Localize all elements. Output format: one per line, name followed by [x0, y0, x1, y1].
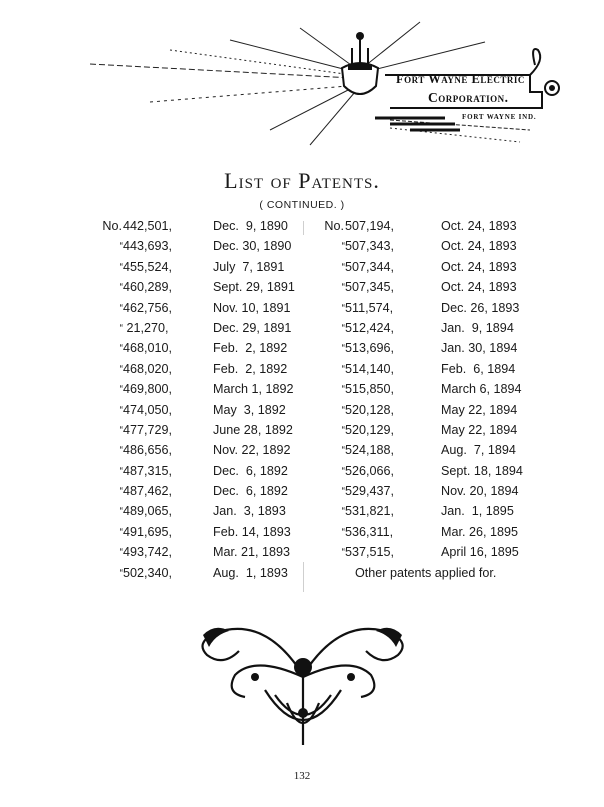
right-patent-number: 536,311, [345, 524, 394, 539]
table-row [0, 280, 604, 300]
left-prefix: “ [119, 241, 122, 253]
right-prefix: “ [341, 343, 344, 355]
patents-applied-note: Other patents applied for. [355, 565, 497, 580]
right-patent-number: 537,515, [345, 545, 395, 560]
left-patent-number: 477,729, [123, 422, 173, 437]
left-patent-number: 474,050, [123, 402, 173, 417]
right-patent-date: May 22, 1894 [441, 422, 518, 437]
left-patent-number: 487,462, [123, 484, 173, 499]
right-prefix: “ [341, 445, 344, 457]
right-patent-date: April 16, 1895 [441, 545, 519, 560]
left-patent-date: Aug. 1, 1893 [213, 565, 288, 580]
page-number: 132 [293, 770, 311, 782]
logo-location: FORT WAYNE IND. [462, 113, 537, 121]
right-prefix: “ [341, 486, 344, 498]
page-subtitle: ( CONTINUED. ) [259, 199, 345, 211]
right-prefix: “ [341, 384, 344, 396]
table-row [0, 566, 604, 586]
right-patent-number: 520,129, [345, 422, 395, 437]
left-prefix: “ [119, 261, 122, 273]
right-patent-number: 524,188, [345, 443, 395, 458]
right-prefix: “ [341, 465, 344, 477]
right-patent-number: 511,574, [345, 300, 394, 315]
left-patent-number: 462,756, [123, 300, 173, 315]
table-row [0, 443, 604, 463]
right-prefix: “ [341, 363, 344, 375]
table-row [0, 341, 604, 361]
left-patent-number: 491,695, [123, 524, 173, 539]
right-prefix: “ [341, 506, 344, 518]
right-prefix: “ [341, 526, 344, 538]
left-patent-date: Sept. 29, 1891 [213, 280, 295, 295]
right-patent-date: Oct. 24, 1893 [441, 259, 517, 274]
right-prefix: “ [341, 302, 344, 314]
column-divider [303, 562, 304, 592]
right-patent-number: 507,194, [345, 219, 395, 233]
right-patent-date: May 22, 1894 [441, 402, 518, 417]
column-divider [303, 221, 304, 235]
right-patent-number: 515,850, [345, 382, 395, 397]
left-prefix: “ [119, 363, 122, 375]
right-patent-date: Mar. 26, 1895 [441, 524, 519, 539]
left-prefix: “ [119, 526, 122, 538]
right-prefix: No. [324, 219, 344, 233]
left-patent-number: 21,270, [123, 320, 169, 335]
right-patent-number: 526,066, [345, 463, 395, 478]
right-patent-date: Sept. 18, 1894 [441, 463, 523, 478]
right-patent-date: Jan. 9, 1894 [441, 320, 514, 335]
left-patent-number: 468,010, [123, 341, 173, 356]
table-row [0, 239, 604, 259]
left-prefix: “ [119, 547, 122, 559]
table-row [0, 525, 604, 545]
right-patent-date: Oct. 24, 1893 [441, 219, 517, 233]
left-patent-number: 469,800, [123, 382, 173, 397]
right-patent-date: Nov. 20, 1894 [441, 484, 519, 499]
left-prefix: “ [119, 404, 122, 416]
left-patent-date: June 28, 1892 [213, 422, 293, 437]
left-patent-number: 487,315, [123, 463, 173, 478]
table-row [0, 321, 604, 341]
right-prefix: “ [341, 241, 344, 253]
left-prefix: “ [119, 424, 122, 436]
left-patent-number: 442,501, [123, 219, 173, 233]
table-row [0, 260, 604, 280]
left-prefix: “ [119, 384, 122, 396]
left-patent-number: 460,289, [123, 280, 173, 295]
ornament-icon [195, 615, 410, 750]
patents-table [0, 219, 604, 586]
right-prefix: “ [341, 282, 344, 294]
logo-corporation: Corporation. [428, 90, 509, 105]
right-patent-date: Aug. 7, 1894 [441, 443, 516, 458]
left-patent-number: 502,340, [123, 565, 173, 580]
right-prefix: “ [341, 322, 344, 334]
right-patent-number: 529,437, [345, 484, 395, 499]
left-prefix: “ [119, 322, 122, 334]
left-prefix: “ [119, 302, 122, 314]
right-patent-date: March 6, 1894 [441, 382, 522, 397]
left-patent-date: Nov. 10, 1891 [213, 300, 291, 315]
right-patent-date: Oct. 24, 1893 [441, 239, 517, 254]
right-prefix: “ [341, 547, 344, 559]
right-patent-number: 513,696, [345, 341, 395, 356]
right-patent-date: Jan. 30, 1894 [441, 341, 518, 356]
table-row [0, 504, 604, 524]
left-prefix: “ [119, 486, 122, 498]
right-patent-number: 507,344, [345, 259, 395, 274]
table-row [0, 403, 604, 423]
right-prefix: “ [341, 404, 344, 416]
left-patent-date: Feb. 2, 1892 [213, 361, 288, 376]
left-patent-date: Jan. 3, 1893 [213, 504, 286, 519]
left-patent-number: 486,656, [123, 443, 173, 458]
left-patent-number: 443,693, [123, 239, 173, 254]
right-patent-number: 520,128, [345, 402, 395, 417]
right-patent-number: 531,821, [345, 504, 395, 519]
left-patent-date: Dec. 30, 1890 [213, 239, 292, 254]
left-patent-date: Feb. 14, 1893 [213, 524, 291, 539]
right-patent-number: 507,345, [345, 280, 395, 295]
left-prefix: “ [119, 506, 122, 518]
right-patent-date: Feb. 6, 1894 [441, 361, 516, 376]
left-patent-date: Mar. 21, 1893 [213, 545, 291, 560]
table-row [0, 362, 604, 382]
left-patent-date: Dec. 9, 1890 [213, 219, 288, 233]
left-prefix: “ [119, 282, 122, 294]
table-row [0, 219, 604, 239]
logo-company-name: Fort Wayne Electric [396, 72, 525, 86]
left-patent-date: Dec. 6, 1892 [213, 484, 288, 499]
table-row [0, 423, 604, 443]
table-row [0, 464, 604, 484]
left-patent-date: Feb. 2, 1892 [213, 341, 288, 356]
left-patent-number: 493,742, [123, 545, 173, 560]
right-patent-number: 514,140, [345, 361, 395, 376]
right-patent-date: Oct. 24, 1893 [441, 280, 517, 295]
left-prefix: “ [119, 465, 122, 477]
left-patent-date: Dec. 6, 1892 [213, 463, 288, 478]
right-patent-number: 512,424, [345, 320, 395, 335]
right-prefix: “ [341, 261, 344, 273]
table-row [0, 382, 604, 402]
left-patent-number: 455,524, [123, 259, 173, 274]
table-row [0, 545, 604, 565]
table-row [0, 484, 604, 504]
left-patent-date: March 1, 1892 [213, 382, 294, 397]
left-patent-date: May 3, 1892 [213, 402, 286, 417]
left-prefix: “ [119, 343, 122, 355]
table-row [0, 301, 604, 321]
right-patent-date: Jan. 1, 1895 [441, 504, 514, 519]
right-prefix: “ [341, 424, 344, 436]
left-prefix: No. [102, 219, 122, 233]
left-patent-date: Dec. 29, 1891 [213, 320, 292, 335]
left-patent-number: 489,065, [123, 504, 173, 519]
left-patent-number: 468,020, [123, 361, 173, 376]
left-prefix: “ [119, 445, 122, 457]
left-prefix: “ [119, 567, 122, 579]
left-patent-date: July 7, 1891 [213, 259, 285, 274]
right-patent-number: 507,343, [345, 239, 395, 254]
right-patent-date: Dec. 26, 1893 [441, 300, 520, 315]
company-logo [90, 20, 570, 150]
page-title: List of Patents. [224, 168, 380, 193]
left-patent-date: Nov. 22, 1892 [213, 443, 291, 458]
